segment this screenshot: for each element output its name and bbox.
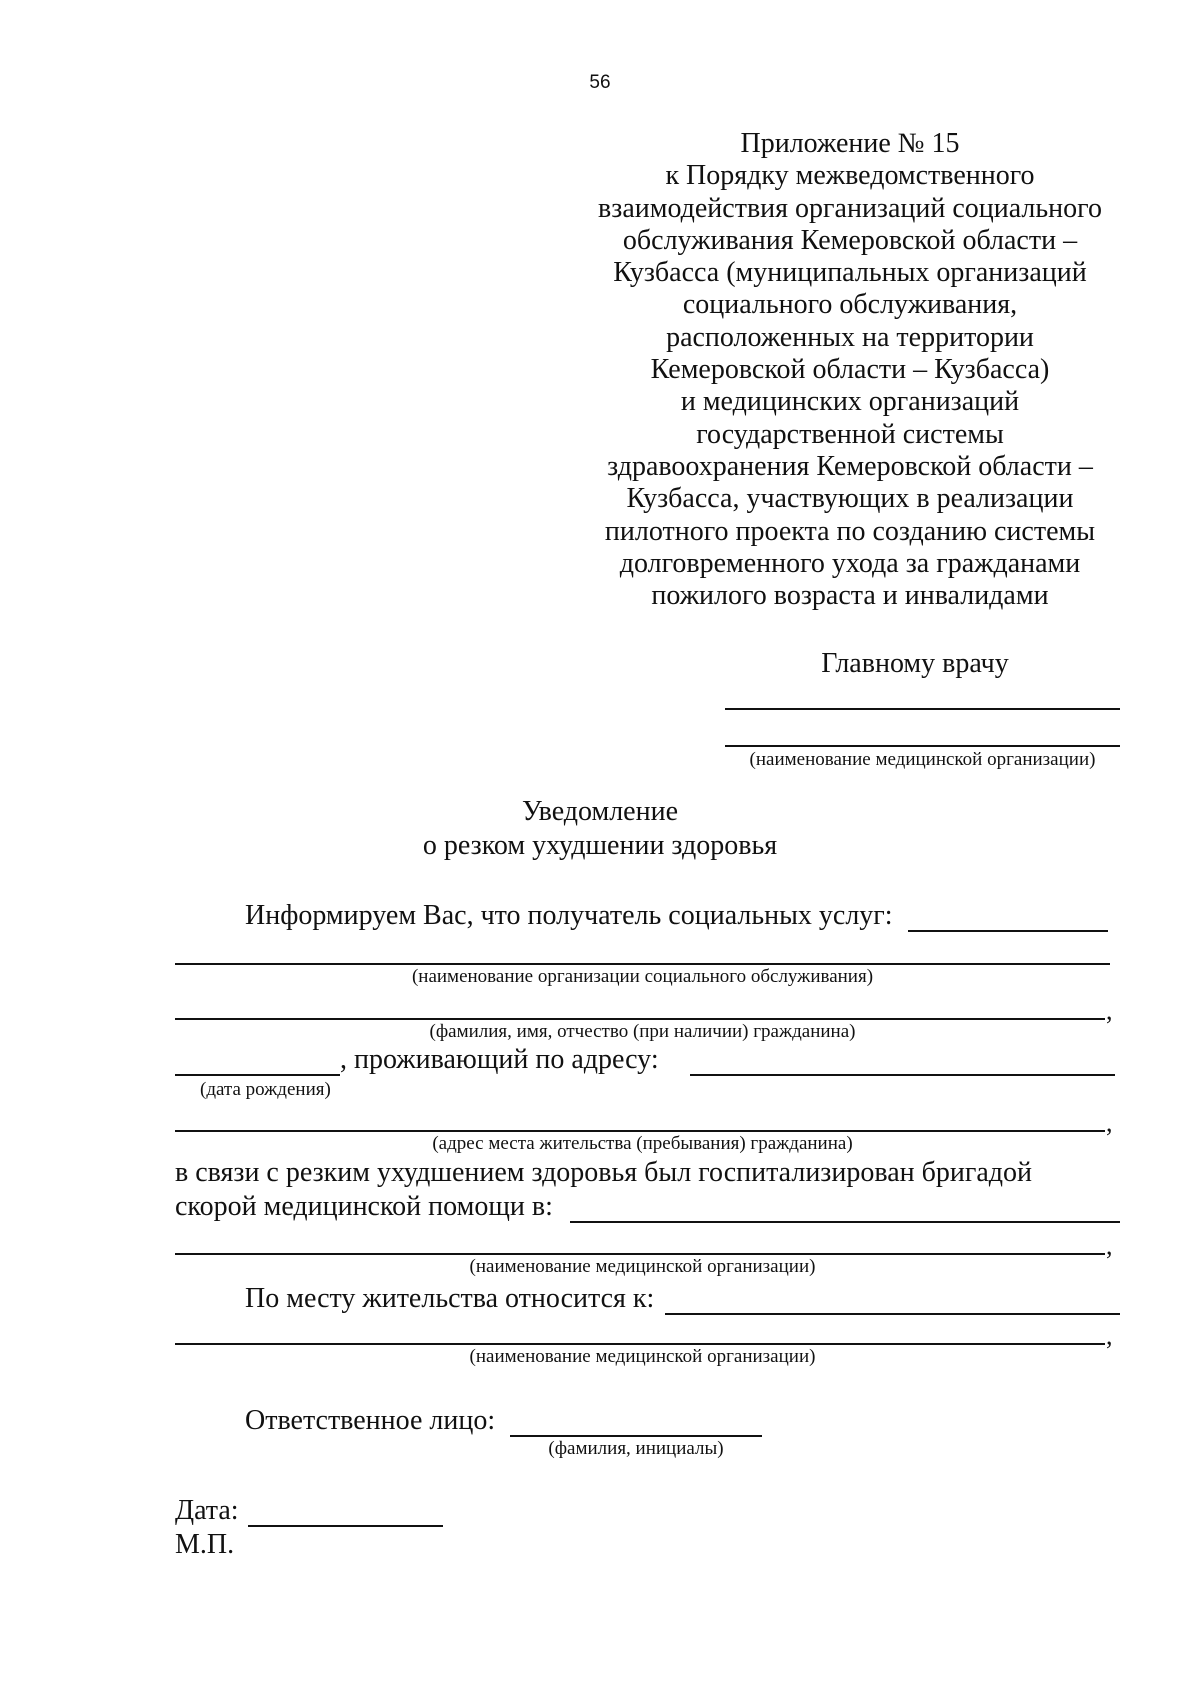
appendix-line: пилотного проекта по созданию системы	[604, 515, 1096, 547]
residence-blank	[665, 1313, 1120, 1315]
med-org-blank-line	[175, 1253, 1105, 1255]
appendix-line: Кемеровской области – Кузбасса)	[650, 354, 1050, 386]
appendix-header	[585, 128, 1115, 612]
notice-title-line: Уведомление	[521, 796, 678, 827]
hospital-text-line1: в связи с резким ухудшением здоровья был госпитализирован бригадой	[175, 1157, 1032, 1188]
responsible-text: Ответственное лицо:	[245, 1405, 496, 1436]
stamp-label: М.П.	[175, 1529, 235, 1560]
appendix-title: Приложение № 15	[740, 128, 960, 159]
responsible-caption: (фамилия, инициалы)	[548, 1438, 724, 1459]
appendix-line: социального обслуживания,	[682, 289, 1018, 321]
birth-caption: (дата рождения)	[200, 1079, 331, 1100]
residing-text: , проживающий по адресу:	[340, 1044, 659, 1075]
appendix-line: обслуживания Кемеровской области –	[622, 224, 1078, 256]
residence-caption: (наименование медицинской организации)	[469, 1346, 816, 1367]
hospital-blank	[570, 1221, 1120, 1223]
notice-title-line: о резком ухудшении здоровья	[422, 830, 778, 861]
appendix-line: здравоохранения Кемеровской области –	[607, 450, 1093, 482]
appendix-line: расположенных на территории	[666, 321, 1034, 353]
address-comma: ,	[1106, 1108, 1113, 1137]
med-org-caption: (наименование медицинской организации)	[469, 1256, 816, 1277]
recipient-caption: (наименование медицинской организации)	[749, 749, 1096, 770]
appendix-line: взаимодействия организаций социального	[598, 192, 1102, 224]
notice-title	[0, 795, 1200, 863]
birth-date-blank	[175, 1074, 340, 1076]
hospital-text-line2: скорой медицинской помощи в:	[175, 1191, 553, 1222]
address-blank-line	[175, 1130, 1105, 1132]
org-caption: (наименование организации социального обслуживания)	[411, 966, 874, 987]
fio-blank-line	[175, 1018, 1105, 1020]
residence-blank-line	[175, 1343, 1105, 1345]
recipient-title: Главному врачу	[821, 648, 1009, 679]
appendix-line: и медицинских организаций	[680, 386, 1020, 418]
date-label: Дата:	[175, 1495, 239, 1526]
page-number: 56	[589, 72, 611, 93]
appendix-line: долговременного ухода за гражданами	[619, 547, 1081, 579]
fio-caption: (фамилия, имя, отчество (при наличии) гражданина)	[429, 1021, 856, 1042]
recipient-blank-line	[725, 708, 1120, 710]
med-org-comma: ,	[1106, 1231, 1113, 1260]
responsible-blank	[510, 1435, 762, 1437]
address-caption: (адрес места жительства (пребывания) гражданина)	[432, 1133, 853, 1154]
date-blank	[248, 1525, 443, 1527]
recipient-blank-line	[725, 745, 1120, 747]
residence-text: По месту жительства относится к:	[245, 1283, 655, 1314]
residence-comma: ,	[1106, 1321, 1113, 1350]
appendix-line: к Порядку межведомственного	[665, 160, 1035, 192]
inform-text: Информируем Вас, что получатель социальных услуг:	[245, 900, 893, 931]
appendix-line: Кузбасса (муниципальных организаций	[613, 257, 1087, 289]
org-blank-line	[175, 963, 1110, 965]
appendix-line: Кузбасса, участвующих в реализации	[626, 483, 1074, 515]
appendix-line: государственной системы	[696, 418, 1004, 450]
fio-comma: ,	[1106, 996, 1113, 1025]
address-blank	[690, 1074, 1115, 1076]
recipient-name-blank	[908, 930, 1108, 932]
appendix-line: пожилого возраста и инвалидами	[651, 580, 1049, 612]
